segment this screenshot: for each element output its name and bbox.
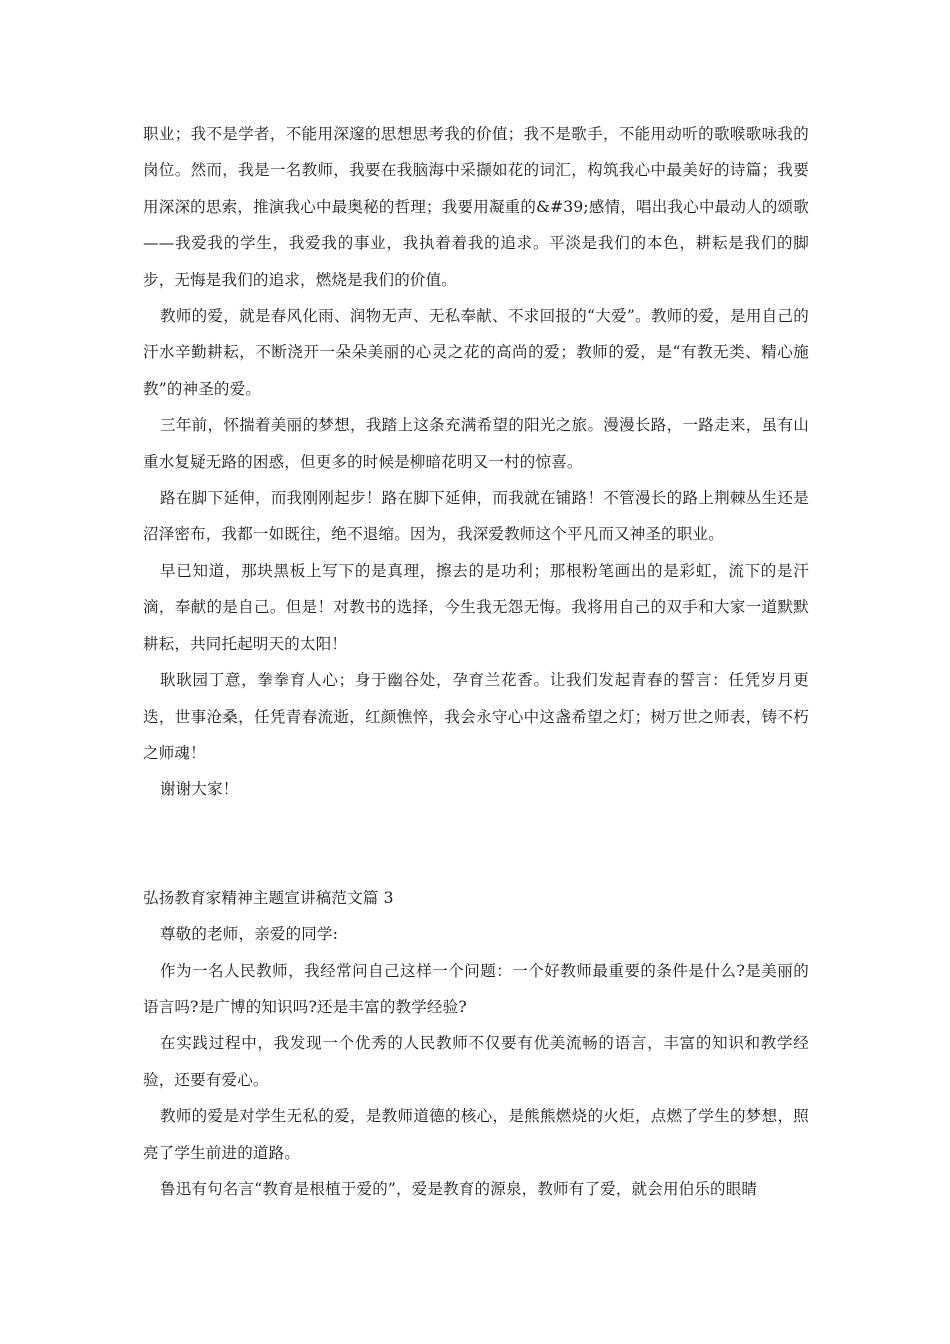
paragraph-5: 早已知道，那块黑板上写下的是真理，擦去的是功利；那根粉笔画出的是彩虹，流下的是汗滴，奉献的是自己。但是！对教书的选择，今生我无怨无悔。我将用自己的双手和大家一道默默耕耘，共同托起明天的太阳！ [143, 561, 809, 653]
document-body [143, 116, 809, 1207]
closing-thanks: 谢谢大家！ [160, 780, 239, 799]
paragraph-9: 教师的爱是对学生无私的爱，是教师道德的核心，是熊熊燃烧的火炬，点燃了学生的梦想，照亮了学生前进的道路。 [143, 1107, 809, 1162]
salutation: 尊敬的老师，亲爱的同学: [160, 925, 339, 944]
paragraph-2: 教师的爱，就是春风化雨、润物无声、无私奉献、不求回报的“大爱”。教师的爱，是用自己的汗水辛勤耕耘，不断浇开一朵朵美丽的心灵之花的高尚的爱；教师的爱，是“有教无类、精心施教”的神圣的爱。 [143, 307, 809, 398]
paragraph-8: 在实践过程中，我发现一个优秀的人民教师不仅要有优美流畅的语言，丰富的知识和教学经验，还要有爱心。 [143, 1034, 809, 1089]
paragraph-3: 三年前，怀揣着美丽的梦想，我踏上这条充满希望的阳光之旅。漫漫长路，一路走来，虽有山重水复疑无路的困惑，但更多的时候是柳暗花明又一村的惊喜。 [143, 416, 809, 471]
paragraph-6: 耿耿园丁意，拳拳育人心；身于幽谷处，孕育兰花香。让我们发起青春的誓言：任凭岁月更迭，世事沧桑，任凭青春流逝，红颜憔悴，我会永守心中这盏希望之灯；树万世之师表，铸不朽之师魂！ [143, 671, 809, 762]
paragraph-10: 鲁迅有句名言“教育是根植于爱的”，爱是教育的源泉，教师有了爱，就会用伯乐的眼睛 [160, 1179, 758, 1198]
section-spacer [143, 808, 809, 880]
section-title: 弘扬教育家精神主题宣讲稿范文篇 3 [143, 888, 394, 907]
paragraph-1: 职业；我不是学者，不能用深邃的思想思考我的价值；我不是歌手，不能用动听的歌喉歌咏我的岗位。然而，我是一名教师，我要在我脑海中采撷如花的词汇，构筑我心中最美好的诗篇；我要用深深的思索，推演我心中最奥秘的哲理；我要用凝重的&#39;感情，唱出我心中最动人的颂歌——我爱我的学生，我爱我的事业，我执着着我的追求。平淡是我们的本色，耕耘是我们的脚步，无悔是我们的追求，燃烧是我们的价值。 [143, 125, 809, 289]
paragraph-7: 作为一名人民教师，我经常问自己这样一个问题：一个好教师最重要的条件是什么?是美丽的语言吗?是广博的知识吗?还是丰富的教学经验? [143, 961, 809, 1016]
paragraph-4: 路在脚下延伸，而我刚刚起步！路在脚下延伸，而我就在铺路！不管漫长的路上荆棘丛生还是沼泽密布，我都一如既往，绝不退缩。因为，我深爱教师这个平凡而又神圣的职业。 [143, 489, 809, 544]
